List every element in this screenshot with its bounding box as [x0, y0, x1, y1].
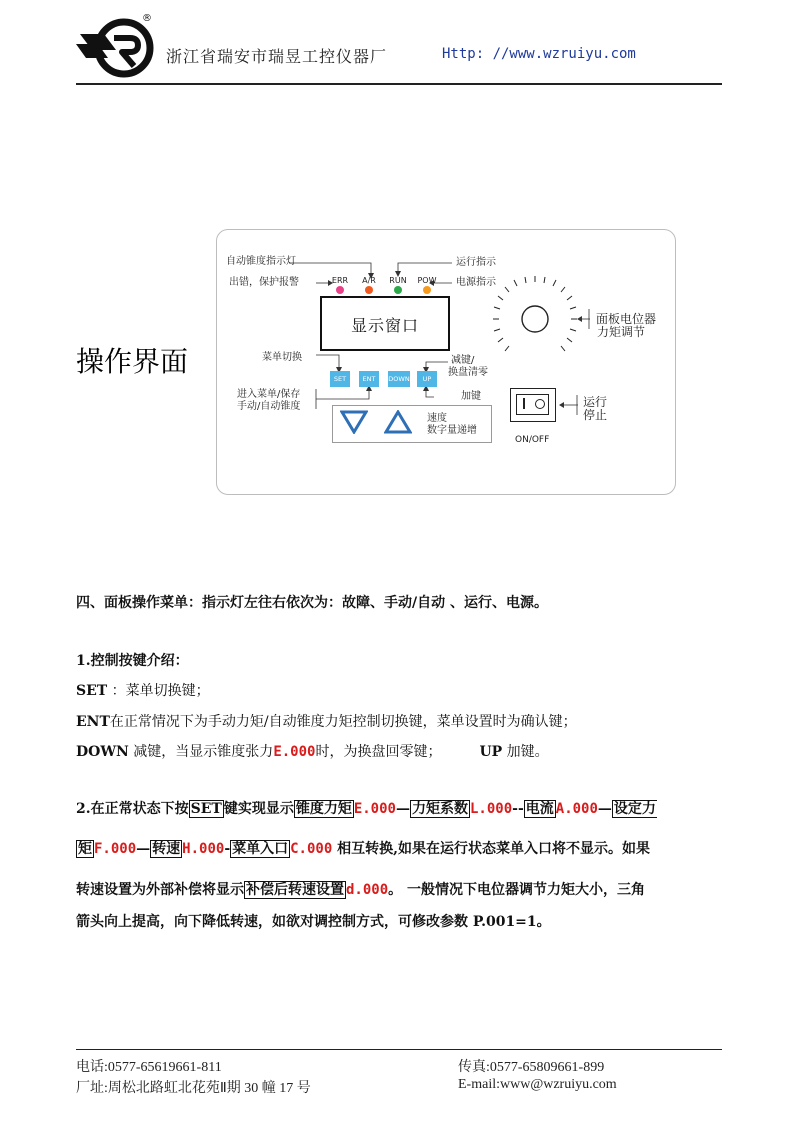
- para2-text-4: 转速设置为外部补偿将显示: [76, 882, 244, 898]
- down-up-key-description: [76, 741, 549, 761]
- switch-rocker: [516, 394, 549, 415]
- website-link[interactable]: Http: //www.wzruiyu.com: [442, 46, 636, 62]
- display-label: 显示窗口: [350, 316, 419, 335]
- ent-key[interactable]: ENT: [359, 371, 379, 387]
- code-d: d.000: [346, 882, 389, 898]
- label-torque-adjust: 力矩调节: [597, 325, 646, 339]
- led-run: [394, 286, 402, 294]
- label-stop: 停止: [583, 408, 608, 422]
- boxed-current: 电流: [525, 801, 554, 817]
- sep-1: —: [395, 801, 410, 817]
- sep-2: --: [512, 801, 524, 817]
- code-c: C.000: [290, 841, 333, 857]
- sep-5: -: [224, 841, 231, 857]
- set-key-text: ：菜单切换键；: [107, 683, 210, 699]
- label-speed-increment: 数字量递增: [427, 425, 477, 436]
- code-a: A.000: [555, 801, 598, 817]
- boxed-torque-coef: 力矩系数: [411, 801, 468, 817]
- triangle-down-icon[interactable]: [340, 410, 368, 434]
- triangle-up-icon[interactable]: [384, 410, 412, 434]
- led-label-pow: POW: [417, 276, 437, 285]
- label-manual-auto: 手动/自动锥度: [237, 401, 301, 412]
- operation-title: 操作界面: [76, 345, 189, 378]
- up-key[interactable]: UP: [417, 371, 437, 387]
- set-key-name: SET: [76, 683, 108, 699]
- down-key-text: 减键，当显示锥度张力: [128, 744, 274, 760]
- para2-text-5: 。 一般情况下电位器调节力矩大小，三角: [388, 882, 646, 898]
- boxed-cone-torque: 锥度力矩: [295, 801, 352, 817]
- ent-key-text: 在正常情况下为手动力矩/自动锥度力矩控制切换键，菜单设置时为确认键；: [109, 714, 577, 730]
- label-error-alarm: 出错，保护报警: [229, 277, 299, 288]
- up-key-name: UP: [479, 744, 503, 760]
- registered-mark: ®: [142, 13, 152, 24]
- code-e: E.000: [353, 801, 396, 817]
- label-on-off: ON/OFF: [515, 435, 550, 445]
- menu-sequence-line-2: [76, 838, 650, 858]
- label-run-indicator: 运行指示: [456, 257, 496, 268]
- label-menu-switch: 菜单切换: [262, 352, 302, 363]
- boxed-compensated-speed: 补偿后转速设置: [246, 882, 344, 898]
- label-power-indicator: 电源指示: [456, 277, 496, 288]
- menu-sequence-line-1: [76, 798, 657, 818]
- label-decrease-reset: 换盘清零: [448, 367, 488, 378]
- down-code: E.000: [273, 744, 316, 760]
- ent-key-name: ENT: [76, 714, 110, 730]
- code-l: L.000: [469, 801, 513, 817]
- boxed-moment: 矩: [78, 841, 92, 857]
- footer-email[interactable]: E-mail:www@wzruiyu.com: [458, 1077, 617, 1092]
- footer-fax: 传真:0577-65809661-899: [458, 1060, 605, 1075]
- boxed-set: SET: [190, 801, 222, 817]
- footer-divider: [76, 1049, 722, 1050]
- down-key-name: DOWN: [76, 744, 129, 760]
- up-key-text: 加键。: [502, 744, 549, 760]
- led-err: [336, 286, 344, 294]
- footer-address: 厂址:周松北路虹北花苑Ⅱ期 30 幢 17 号: [76, 1081, 311, 1096]
- section4-heading: 四、面板操作菜单：指示灯左往右依次为：故障、手动/自动 、运行、电源。: [76, 595, 548, 611]
- switch-off-mark: [535, 399, 545, 409]
- code-h: H.000: [182, 841, 225, 857]
- para2-text-3: 相互转换,如果在运行状态菜单入口将不显示。如果: [332, 841, 651, 857]
- sep-4: —: [136, 841, 151, 857]
- boxed-speed: 转速: [152, 841, 181, 857]
- label-auto-cone-indicator: 自动锥度指示灯: [226, 256, 296, 267]
- label-potentiometer: 面板电位器: [596, 312, 657, 326]
- label-enter-menu: 进入菜单/保存: [237, 389, 301, 400]
- label-decrease: 减键/: [451, 355, 475, 366]
- menu-sequence-line-3: [76, 879, 645, 899]
- set-key[interactable]: SET: [330, 371, 350, 387]
- set-key-description: [76, 680, 210, 700]
- led-ar: [365, 286, 373, 294]
- company-logo: [76, 12, 156, 78]
- company-name: 浙江省瑞安市瑞昱工控仪器厂: [166, 47, 388, 66]
- label-increase: 加键: [461, 391, 481, 402]
- menu-sequence-line-4: 箭头向上提高，向下降低转速，如欲对调控制方式，可修改参数 P.001=1。: [76, 914, 551, 930]
- para2-text-1: 2.在正常状态下按: [76, 801, 189, 817]
- code-f: F.000: [94, 841, 137, 857]
- switch-on-mark: [523, 398, 525, 409]
- down-key-text-2: 时，为换盘回零键；: [315, 744, 442, 760]
- controls-heading: 1.控制按键介绍：: [76, 653, 189, 669]
- led-pow: [423, 286, 431, 294]
- sep-3: —: [597, 801, 612, 817]
- label-speed: 速度: [427, 413, 447, 424]
- display-window: [320, 296, 450, 351]
- down-key[interactable]: DOWN: [388, 371, 410, 387]
- ent-key-description: [76, 711, 577, 731]
- header-divider: [76, 83, 722, 85]
- led-label-ar: A/R: [362, 276, 376, 285]
- potentiometer-knob[interactable]: [520, 304, 550, 334]
- label-run: 运行: [583, 395, 608, 409]
- boxed-menu-entry: 菜单入口: [232, 841, 289, 857]
- footer-phone: 电话:0577-65619661-811: [76, 1060, 222, 1075]
- para2-text-2: 键实现显示: [223, 801, 294, 817]
- led-label-err: ERR: [331, 276, 349, 285]
- boxed-set-force: 设定力: [613, 801, 656, 817]
- led-label-run: RUN: [389, 276, 407, 285]
- run-stop-switch[interactable]: [510, 388, 556, 422]
